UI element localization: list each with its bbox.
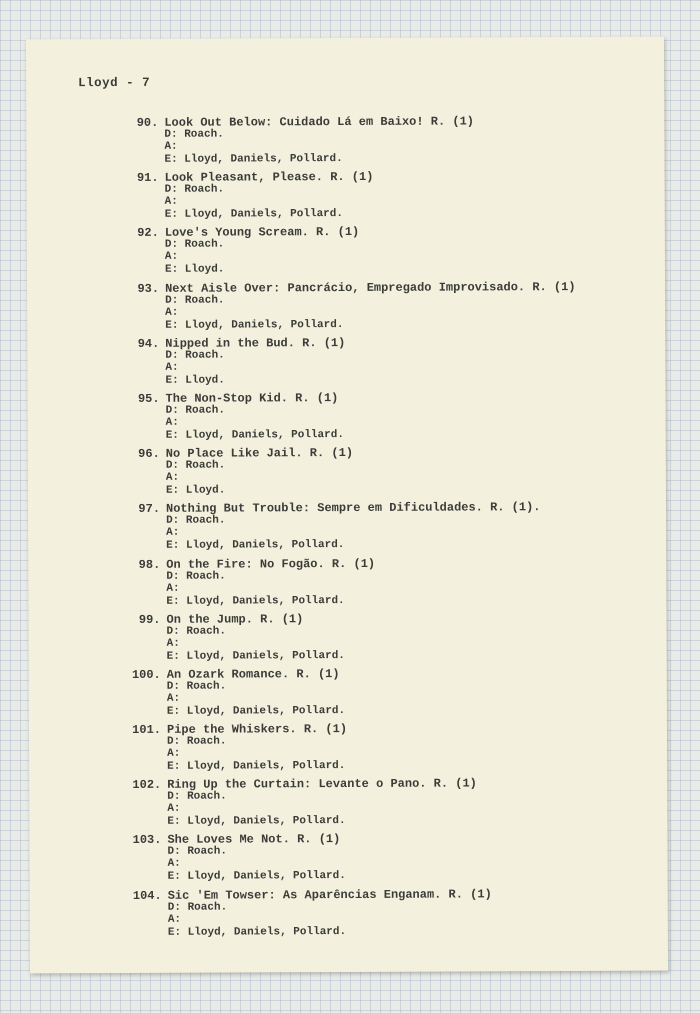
entry-title: Ring Up the Curtain: Levante o Pano. R. (1) xyxy=(167,776,477,793)
entry-title: An Ozark Romance. R. (1) xyxy=(166,666,340,682)
entry-title: Love's Young Scream. R. (1) xyxy=(164,225,360,241)
entry-title: Next Aisle Over: Pancrácio, Empregado Improvisado. R. (1) xyxy=(165,279,576,296)
entry-number: 98. xyxy=(138,557,161,572)
list-item xyxy=(27,335,665,393)
entry-number: 96. xyxy=(138,446,160,462)
entry-director: D: Roach. xyxy=(166,680,227,693)
entry-title: She Loves Me Not. R. (1) xyxy=(167,832,341,848)
list-item xyxy=(27,280,665,338)
entry-author: A: xyxy=(166,637,180,650)
entry-number: 93. xyxy=(137,281,160,296)
entry-cast: E: Lloyd, Daniels, Pollard. xyxy=(167,870,346,884)
list-item xyxy=(29,666,667,724)
entry-cast: E: Lloyd. xyxy=(165,484,226,497)
entry-director: D: Roach. xyxy=(164,183,225,196)
entry-cast: E: Lloyd, Daniels, Pollard. xyxy=(166,539,345,553)
entry-cast: E: Lloyd, Daniels, Pollard. xyxy=(165,428,344,442)
entry-author: A: xyxy=(167,913,182,926)
entry-title: Look Out Below: Cuidado Lá em Baixo! R. (1) xyxy=(164,114,475,130)
entry-director: D: Roach. xyxy=(165,349,225,362)
entry-title: Sic 'Em Towser: As Aparências Enganam. R. (1) xyxy=(167,886,492,903)
entry-director: D: Roach. xyxy=(166,625,226,638)
entry-number: 103. xyxy=(132,833,162,848)
entry-author: A: xyxy=(164,140,178,153)
entry-author: A: xyxy=(164,251,179,264)
entry-director: D: Roach. xyxy=(164,238,225,252)
entry-title: On the Fire: No Fogão. R. (1) xyxy=(166,556,376,572)
entry-cast: E: Lloyd, Daniels, Pollard. xyxy=(166,594,345,608)
entry-author: A: xyxy=(166,692,181,705)
page-header: Lloyd - 7 xyxy=(78,75,151,91)
entry-number: 102. xyxy=(132,778,162,793)
entry-author: A: xyxy=(167,747,181,760)
list-item xyxy=(27,170,665,228)
entry-title: Look Pleasant, Please. R. (1) xyxy=(164,170,374,185)
entry-cast: E: Lloyd. xyxy=(164,263,225,277)
entry-cast: E: Lloyd, Daniels, Pollard. xyxy=(166,704,346,718)
entry-title: Nothing But Trouble: Sempre em Dificuldades. R. (1). xyxy=(165,500,541,517)
entry-number: 94. xyxy=(137,336,160,351)
entry-director: D: Roach. xyxy=(167,901,228,914)
entry-author: A: xyxy=(165,471,180,484)
entry-title: On the Jump. R. (1) xyxy=(166,611,304,627)
entry-director: D: Roach. xyxy=(166,570,226,583)
entry-cast: E: Lloyd, Daniels, Pollard. xyxy=(165,318,344,332)
list-item xyxy=(26,115,664,173)
list-item xyxy=(28,391,666,449)
entry-author: A: xyxy=(165,416,179,429)
entry-director: D: Roach. xyxy=(165,459,226,472)
entry-director: D: Roach. xyxy=(166,514,226,528)
entry-number: 101. xyxy=(132,722,162,738)
entry-cast: E: Lloyd, Daniels, Pollard. xyxy=(164,208,343,221)
list-item xyxy=(27,225,665,283)
entry-number: 104. xyxy=(132,888,162,903)
entry-cast: E: Lloyd, Daniels, Pollard. xyxy=(167,815,346,829)
entry-number: 95. xyxy=(137,391,160,406)
entry-cast: E: Lloyd, Daniels, Pollard. xyxy=(166,649,345,663)
entry-title: The Non-Stop Kid. R. (1) xyxy=(165,390,339,406)
entry-director: D: Roach. xyxy=(167,845,227,859)
entry-director: D: Roach. xyxy=(167,790,227,804)
entry-director: D: Roach. xyxy=(165,404,226,417)
entry-title: Pipe the Whiskers. R. (1) xyxy=(166,722,348,737)
list-item xyxy=(28,446,666,504)
entry-author: A: xyxy=(165,361,179,374)
entry-author: A: xyxy=(167,802,181,816)
entry-author: A: xyxy=(167,858,181,871)
entry-cast: E: Lloyd, Daniels, Pollard. xyxy=(164,153,343,166)
entry-number: 100. xyxy=(131,667,161,682)
list-item xyxy=(29,777,667,835)
entry-number: 99. xyxy=(138,612,161,627)
entry-author: A: xyxy=(166,582,180,595)
entry-number: 97. xyxy=(138,502,161,517)
list-item xyxy=(28,556,666,614)
entry-author: A: xyxy=(166,527,180,540)
entry-title: Nipped in the Bud. R. (1) xyxy=(165,335,346,351)
entry-author: A: xyxy=(165,306,179,319)
entry-director: D: Roach. xyxy=(164,128,224,141)
list-item xyxy=(29,722,667,780)
entry-cast: E: Lloyd, Daniels, Pollard. xyxy=(167,925,347,939)
entry-number: 92. xyxy=(137,226,159,241)
entry-list xyxy=(26,115,668,946)
entry-director: D: Roach. xyxy=(167,735,227,748)
entry-director: D: Roach. xyxy=(165,294,225,307)
list-item xyxy=(28,501,666,559)
list-item xyxy=(29,832,667,890)
entry-cast: E: Lloyd, Daniels, Pollard. xyxy=(167,760,346,773)
entry-title: No Place Like Jail. R. (1) xyxy=(165,446,354,461)
list-item xyxy=(28,611,666,669)
typed-page xyxy=(26,37,668,974)
entry-number: 90. xyxy=(136,115,159,130)
entry-cast: E: Lloyd. xyxy=(165,374,225,387)
entry-number: 91. xyxy=(136,171,159,186)
list-item xyxy=(30,887,668,945)
entry-author: A: xyxy=(164,195,178,208)
